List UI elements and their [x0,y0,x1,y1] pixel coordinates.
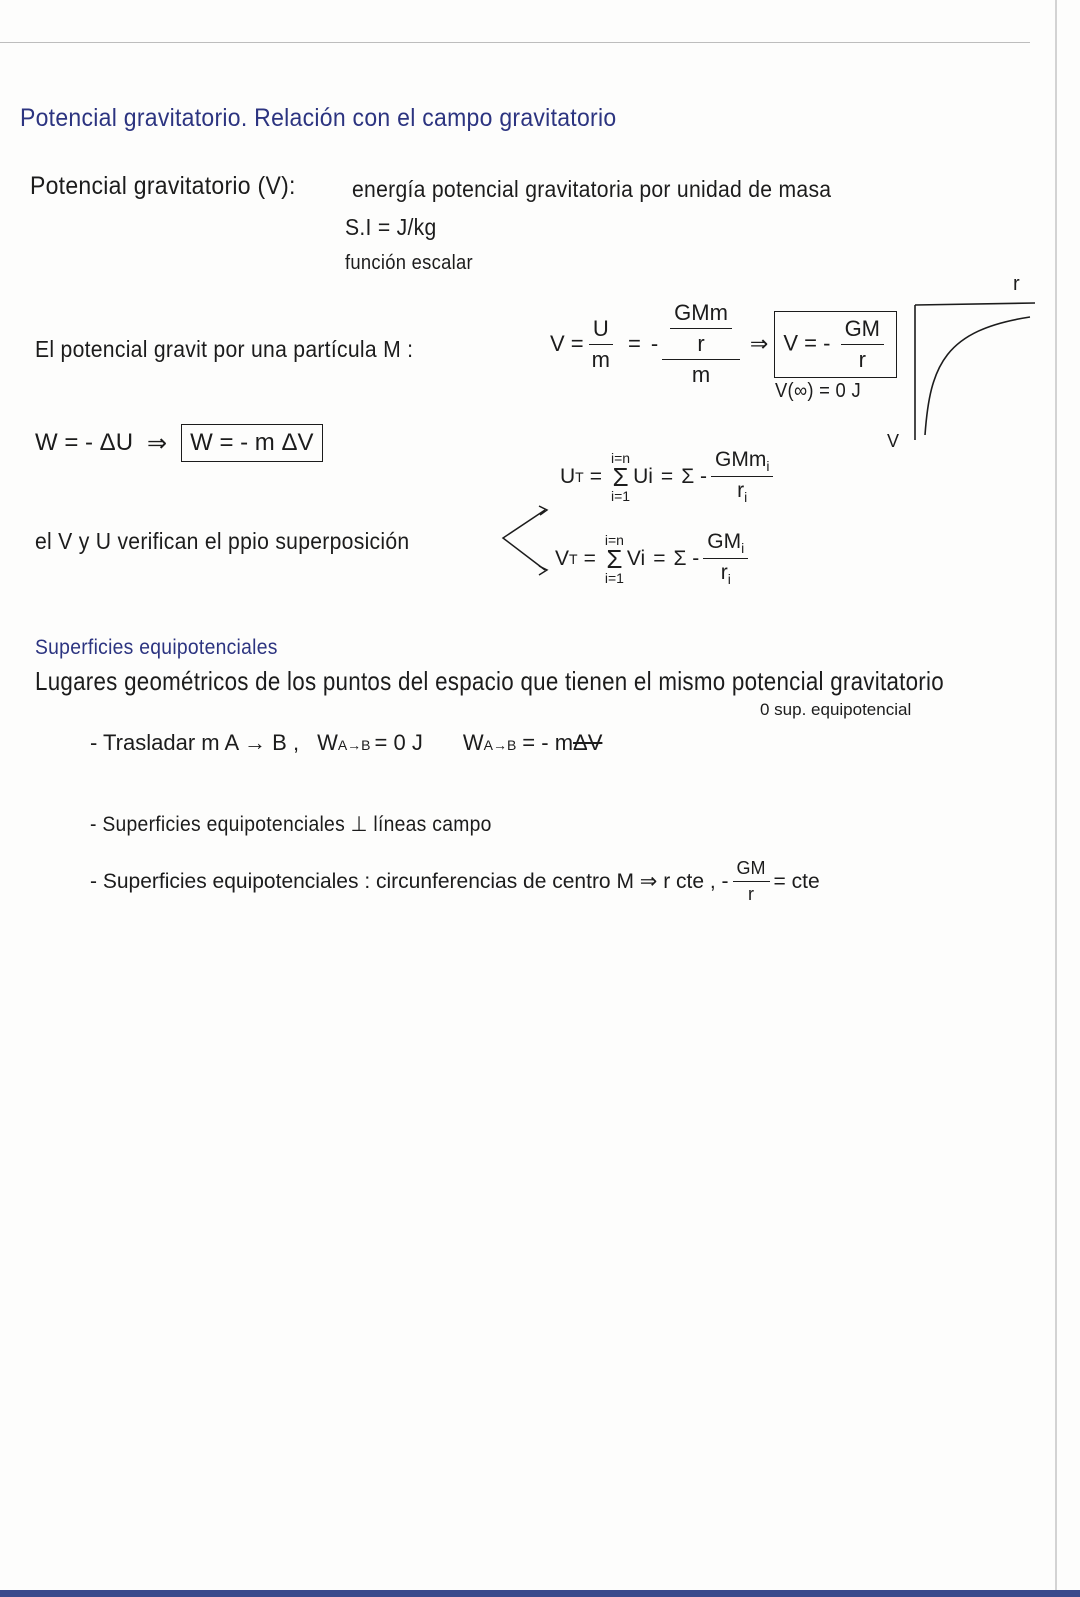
gm-over-r [841,316,884,373]
gm: GM [707,530,742,553]
crossed-delta-v: ΔV [573,730,603,755]
potential-formula [550,300,897,388]
subscript: A→B [483,737,517,753]
sum-lower: i=1 [604,569,624,586]
si-units: S.I = J/kg [345,214,437,240]
equipotential-definition: Lugares geométricos de los puntos del espacio que tienen el mismo potencial gravitatorio [35,666,944,696]
equals: = [627,331,641,356]
denominator: r [697,331,705,356]
page-edge [1055,0,1057,1597]
gmi-over-ri [703,530,748,587]
denominator [717,559,735,587]
superposition-label: el V y U verifican el ppio superposición [35,528,410,554]
numerator [703,530,748,559]
sigma: Σ [606,543,623,574]
equals: = [653,546,666,570]
sigma-minus: Σ - [673,546,700,570]
ui-term: Ui [633,464,653,488]
denominator: r [858,346,866,372]
bullet-circles [90,858,820,905]
minus: - [650,331,659,356]
equals: = [583,546,596,570]
bullet-transfer [90,730,602,756]
r-axis-label: r [1013,275,1020,295]
potential-graph [885,275,1045,450]
v-equals: V = [550,331,584,356]
r: r [737,479,745,503]
numerator [662,300,740,360]
sum-symbol [611,451,630,503]
bullet-text: - Trasladar m A → B , [90,730,300,755]
gmm-over-r [670,300,732,357]
implies-arrow: ⇒ [147,429,168,457]
scalar-function: función escalar [345,252,473,274]
work-symbol: W [462,730,484,755]
page-title: Potencial gravitatorio. Relación con el campo gravitatorio [20,104,617,132]
subscript: i [744,489,748,506]
work-lhs: W = - ΔU [35,429,134,456]
definition-meaning: energía potencial gravitatoria por unidad de masa [352,176,832,202]
equals: = [589,464,602,488]
numerator [711,448,773,477]
potential-curve [925,317,1030,435]
wt-symbol: U [560,464,576,488]
numerator: U [589,316,613,345]
subscript: i [741,540,745,557]
r: r [720,561,728,585]
denominator: m [691,362,711,387]
sum-symbol [605,533,624,585]
subscript: A→B [337,737,371,753]
brace-arrows [495,500,555,580]
definition-term: Potencial gravitatorio (V): [30,172,296,200]
implies-arrow: ⇒ [749,331,769,356]
denominator: r [748,884,755,904]
total-potential-sum [555,530,752,587]
gm-over-r [733,858,770,905]
sum-upper: i=n [604,531,624,548]
gmm: GMm [715,448,767,471]
equipotential-heading: Superficies equipotenciales [35,636,278,659]
work-zero: = 0 J [374,730,423,755]
subscript: T [575,468,584,485]
subscript: T [569,550,578,567]
compound-fraction [662,300,740,388]
r-axis [915,303,1035,305]
result-lhs: V = - [783,329,831,355]
numerator: GM [841,316,884,345]
total-energy-sum [560,448,777,505]
potential-at-infinity: V(∞) = 0 J [775,380,861,402]
subscript: i [727,571,731,588]
denominator [733,477,751,505]
particle-label: El potencial gravit por una partícula M : [35,336,414,362]
bottom-strip [0,1590,1080,1597]
boxed-work-result: W = - m ΔV [181,424,322,462]
u-over-m [588,316,614,373]
vi-term: Vi [626,546,646,570]
work-symbol: W [317,730,338,755]
boxed-result [774,311,897,378]
constant: = cte [773,869,820,893]
bullet-perpendicular: - Superficies equipotenciales ⊥ líneas campo [90,813,492,836]
work-relation [35,424,323,462]
numerator: GM [733,858,770,882]
sum-lower: i=1 [611,487,631,504]
denominator: m [591,346,610,372]
sum-upper: i=n [611,449,631,466]
work-formula: = - m [522,730,574,755]
numerator: GMm [670,300,732,329]
equipotential-note: 0 sup. equipotencial [760,700,912,719]
v-axis-label: V [887,431,900,450]
vt-symbol: V [555,546,570,570]
bullet-text: - Superficies equipotenciales : circunferencias de centro M ⇒ r cte , - [90,870,729,893]
gmmi-over-ri [711,448,773,505]
sigma-minus: Σ - [681,464,707,488]
sigma: Σ [612,461,629,492]
page-top-line [0,42,1030,43]
subscript: i [766,458,770,475]
equals: = [660,464,674,488]
